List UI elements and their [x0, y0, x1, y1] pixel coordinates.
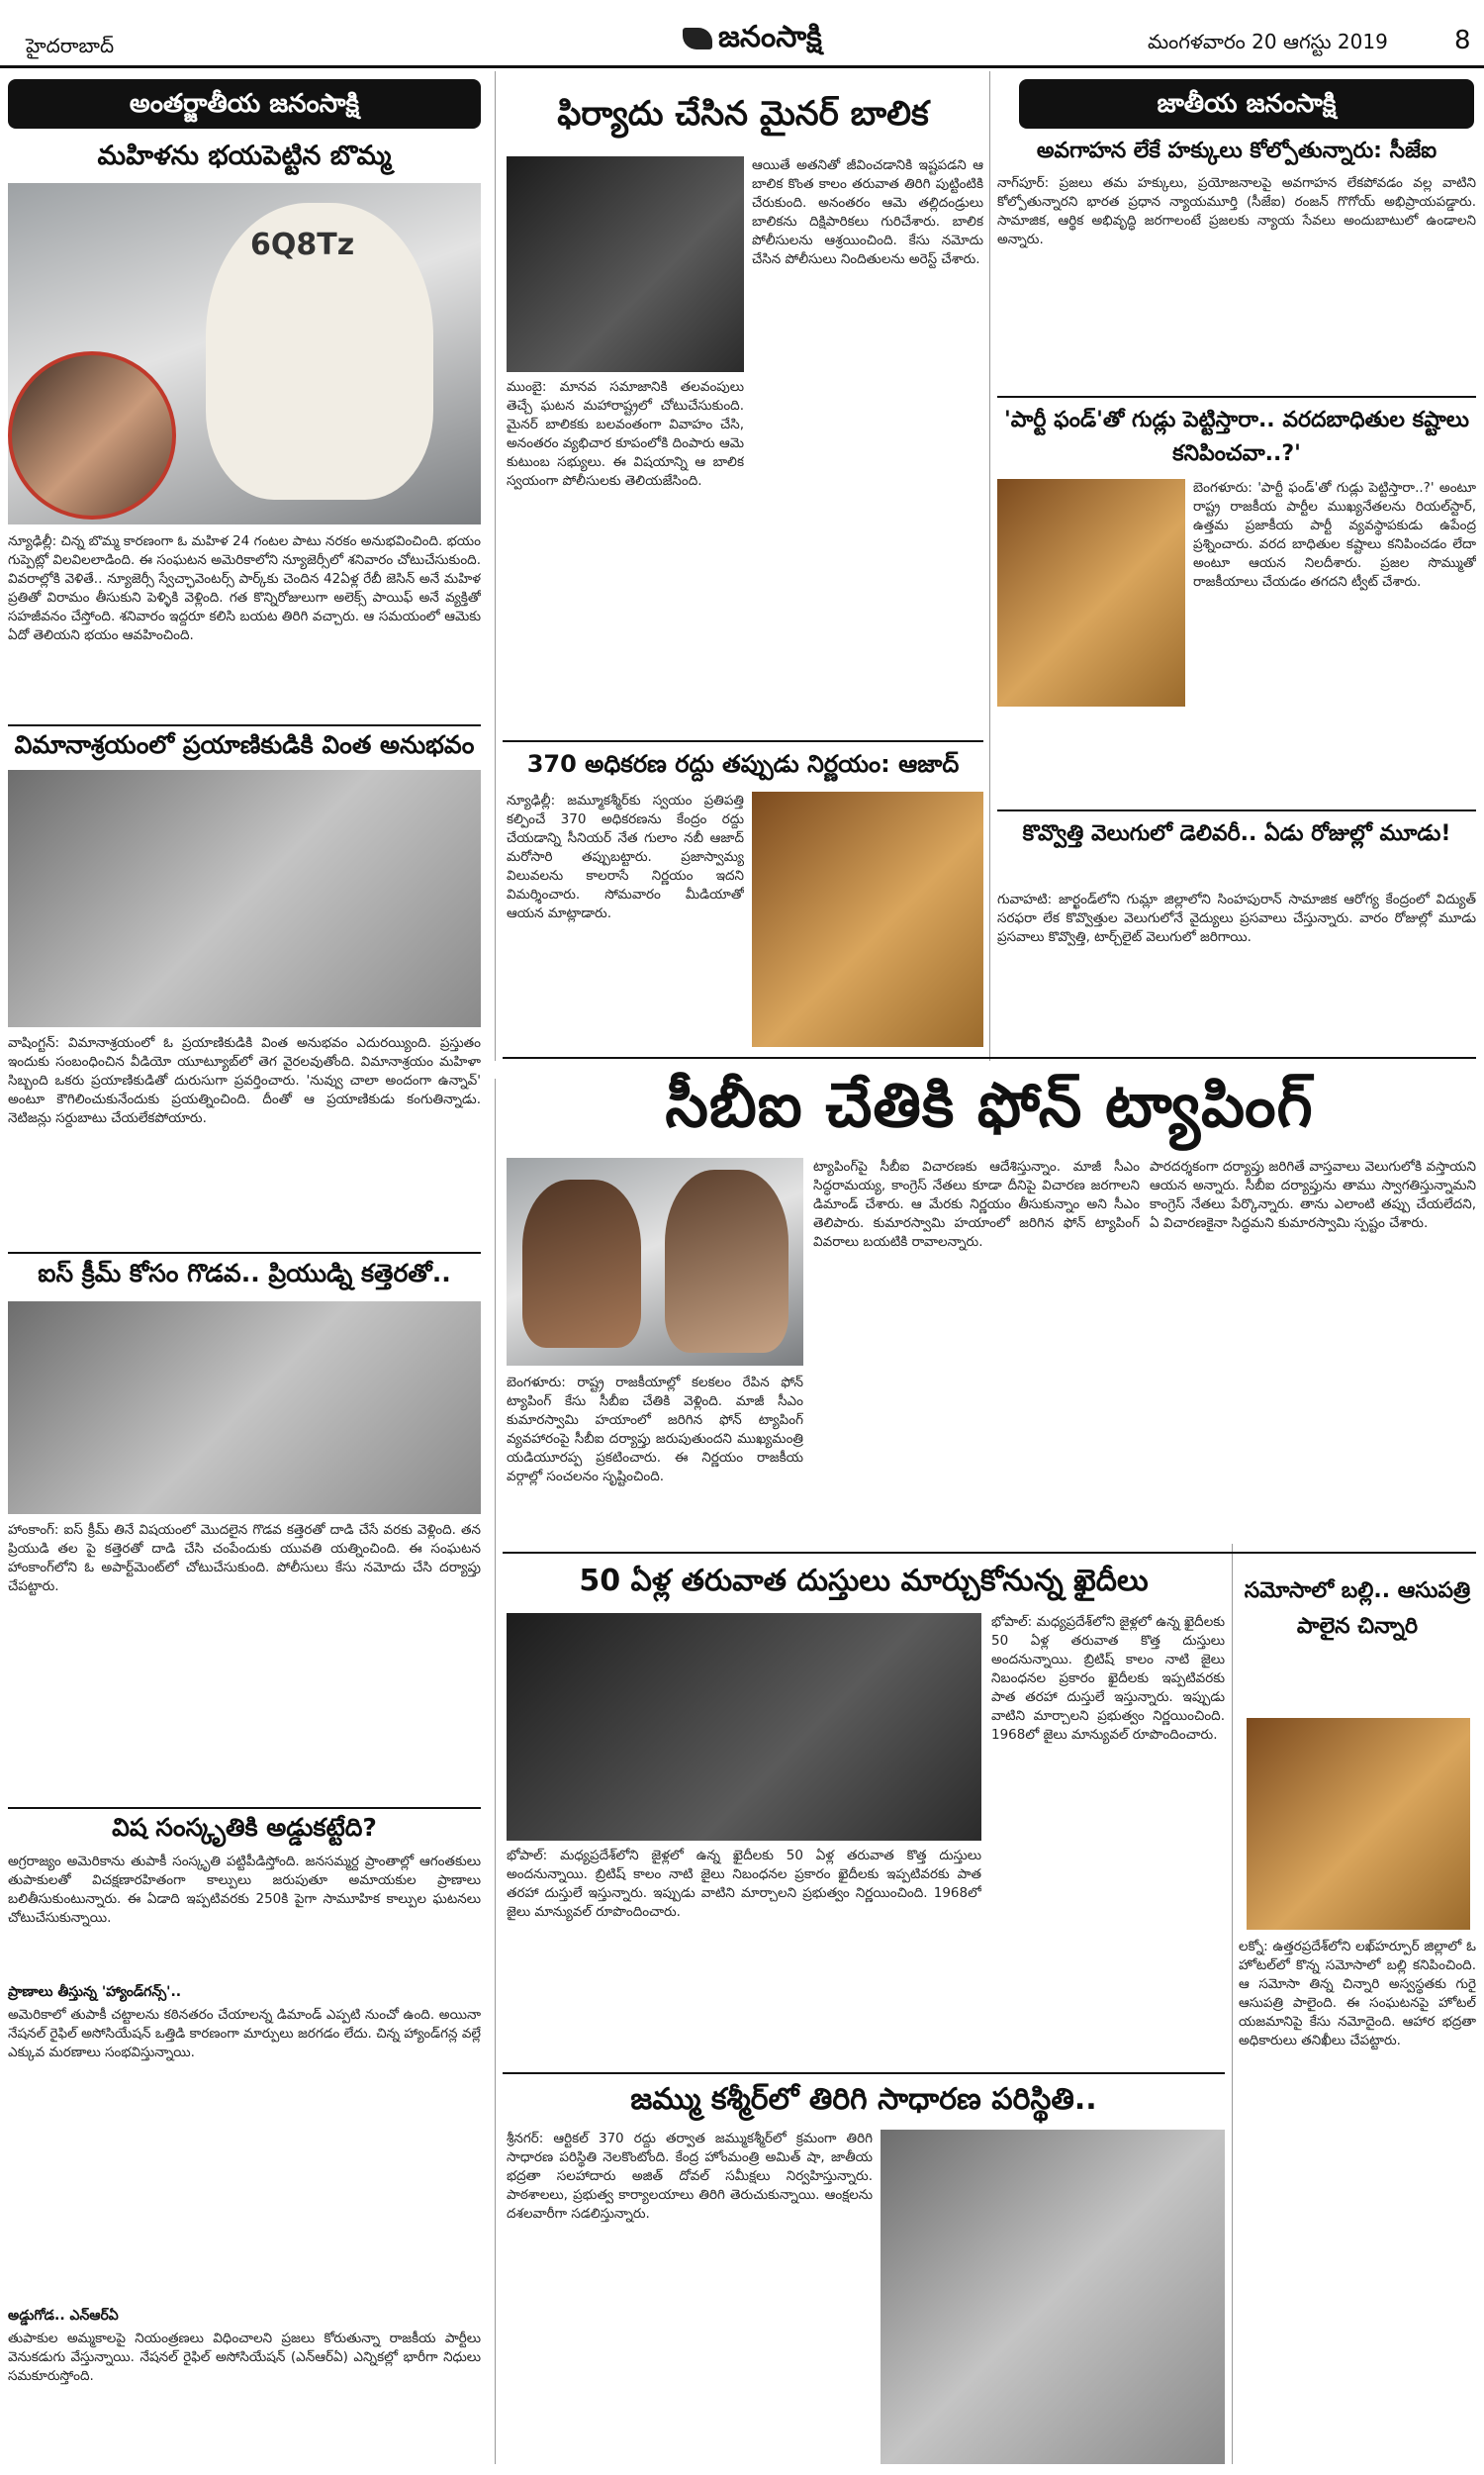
headline-kashmir: జమ్ము కశ్మీర్‌లో తిరిగి సాధారణ పరిస్థితి.. — [630, 2082, 1097, 2117]
story-divider — [503, 2072, 1225, 2074]
airport-photo — [8, 770, 481, 1027]
party-fund-story-body: బెంగళూరు: 'పార్టీ ఫండ్'తో గుడ్లు పెట్టిస్తారా..?' అంటూ రాష్ట్ర రాజకీయ పార్టీల ముఖ్యనేతలను రియల్‌స్టార్, ఉత్తమ ప్రజాకీయ పార్టీ వ్యవస్థాపకుడు ఉపేంద్ర ప్రశ్నించారు. వరద బాధితుల కష్టాలు కనిపించడం లేదా అంటూ ఆయన నిలదీశారు. ప్రజల సొమ్ముతో రాజకీయాలు చేయడం తగదని ట్వీట్ చేశారు. — [1193, 480, 1476, 590]
kashmir-story-body: శ్రీనగర్: ఆర్టికల్ 370 రద్దు తర్వాత జమ్ముకశ్మీర్‌లో క్రమంగా తిరిగి సాధారణ పరిస్థితి నెలకొంటోంది. కేంద్ర హోంమంత్రి అమిత్ షా, జాతీయ భద్రతా సలహాదారు అజిత్ దోవల్ సమీక్షలు నిర్వహిస్తున్నారు. పాఠశాలలు, ప్రభుత్వ కార్యాలయాలు తిరిగి తెరుచుకున్నాయి. ఆంక్షలను దశలవారీగా సడలిస్తున్నారు. — [507, 2131, 873, 2222]
gun-story-body: అగ్రరాజ్యం అమెరికాను తుపాకీ సంస్కృతి పట్టిపీడిస్తోంది. జనసమ్మర్ద ప్రాంతాల్లో ఆగంతకులు తుపాకులతో విచక్షణారహితంగా కాల్పులు జరుపుతూ అమాయకుల ప్రాణాలు బలితీసుకుంటున్నారు. ఈ ఏడాది ఇప్పటివరకు 250కి పైగా సామూహిక కాల్పుల ఘటనలు చోటుచేసుకున్నాయి. — [8, 1854, 481, 1926]
header-rule — [0, 65, 1484, 68]
lead-top-rule — [503, 1057, 1476, 1059]
leader-figure-2 — [665, 1170, 788, 1353]
masthead — [683, 20, 822, 61]
woman-portrait — [8, 351, 176, 520]
headline-cji: అవగాహన లేకే హక్కులు కోల్పోతున్నారు: సీజేఐ — [1036, 139, 1438, 163]
icecream-story-body: హాంకాంగ్: ఐస్ క్రీమ్ తినే విషయంలో మొదలైన గొడవ కత్తెరతో దాడి చేసే వరకు వెళ్లింది. తన ప్రియుడి తల పై కత్తెరతో దాడి చేసి చంపేందుకు యువతి యత్నించింది. ఈ సంఘటన హాంకాంగ్‌లోని ఓ అపార్ట్‌మెంట్‌లో చోటుచేసుకుంది. పోలీసులు కేసు నమోదు చేసి దర్యాప్తు చేపట్టారు. — [8, 1522, 481, 1594]
prisoners-story-body: భోపాల్: మధ్యప్రదేశ్‌లోని జైళ్లలో ఉన్న ఖైదీలకు 50 ఏళ్ల తరువాత కొత్త దుస్తులు అందనున్నాయి. బ్రిటిష్ కాలం నాటి జైలు నిబంధనల ప్రకారం ఖైదీలకు ఇప్పటివరకు పాత తరహా దుస్తులే ఇస్తున్నారు. ఇప్పుడు వాటిని మార్చాలని ప్రభుత్వం నిర్ణయించింది. 1968లో జైలు మాన్యువల్ రూపొందించారు. — [507, 1848, 981, 1920]
headline-doll: మహిళను భయపెట్టిన బొమ్మ — [97, 141, 392, 171]
upendra-photo — [997, 479, 1185, 707]
lead-headline: సీబీఐ చేతికి ఫోన్ ట్యాపింగ్ — [665, 1069, 1314, 1141]
gun-story-body-3: తుపాకుల అమ్మకాలపై నియంత్రణలు విధించాలని ప్రజలు కోరుతున్నా రాజకీయ పార్టీలు వెనుకడుగు వేస్తున్నాయి. నేషనల్ రైఫిల్ అసోసియేషన్ (ఎన్‌ఆర్‌ఏ) ఎన్నికల్లో భారీగా నిధులు సమకూరుస్తోంది. — [8, 2331, 481, 2384]
headline-prisoners: 50 ఏళ్ల తరువాత దుస్తులు మార్చుకోనున్న ఖైదీలు — [579, 1564, 1149, 1598]
headline-candle-delivery: కొవ్వొత్తి వెలుగులో డెలివరీ.. ఏడు రోజుల్లో మూడు! — [1022, 821, 1451, 846]
headline-minor-girl: ఫిర్యాదు చేసిన మైనర్ బాలిక — [557, 94, 929, 134]
airport-story-body: వాషింగ్టన్: విమానాశ్రయంలో ఓ ప్రయాణికుడికి వింత అనుభవం ఎదురయ్యింది. ప్రస్తుతం ఇందుకు సంబంధించిన వీడియో యూట్యూబ్‌లో తెగ వైరలవుతోంది. విమానాశ్రయం మహిళా సిబ్బంది ఒకరు ప్రయాణికుడితో దురుసుగా ప్రవర్తించారు. 'నువ్వు చాలా అందంగా ఉన్నావ్' అంటూ కౌగిలించుకునేందుకు ప్రయత్నించింది. దీంతో ఆ ప్రయాణికుడు కంగుతిన్నాడు. నెటిజన్లు సర్దుబాటు చేయలేకపోయారు. — [8, 1035, 481, 1126]
column-divider — [989, 71, 990, 1061]
prison-bars-photo — [507, 1613, 981, 1841]
lead-body-col3: పారదర్శకంగా దర్యాప్తు జరిగితే వాస్తవాలు వెలుగులోకి వస్తాయని ఆయన అన్నారు. సీబీఐ దర్యాప్తును తాము స్వాగతిస్తున్నామని కాంగ్రెస్ నేతలు పేర్కొన్నారు. తాను ఎలాంటి తప్పు చేయలేదని, ఏ విచారణకైనా సిద్ధమని కుమారస్వామి స్పష్టం చేశారు. — [1150, 1159, 1476, 1231]
section-banner-international: అంతర్జాతీయ జనంసాక్షి — [8, 79, 481, 129]
story-divider — [997, 809, 1476, 811]
gun-story-body-2: అమెరికాలో తుపాకీ చట్టాలను కఠినతరం చేయాలన్న డిమాండ్ ఎప్పటి నుంచో ఉంది. అయినా నేషనల్ రైఫిల్ అసోసియేషన్ ఒత్తిడి కారణంగా మార్పులు జరగడం లేదు. చిన్న హ్యాండ్‌గన్ల వల్లే ఎక్కువ మరణాలు సంభవిస్తున్నాయి. — [8, 2007, 481, 2060]
column-divider — [1232, 1544, 1233, 2464]
cji-story-body: నాగ్‌పూర్: ప్రజలు తమ హక్కులు, ప్రయోజనాలపై అవగాహన లేకపోవడం వల్ల వాటిని కోల్పోతున్నారని భారత ప్రధాన న్యాయమూర్తి (సీజేఐ) రంజన్ గొగోయ్ అభిప్రాయపడ్డారు. సామాజిక, ఆర్థిక అభివృద్ధి జరగాలంటే ప్రజలకు న్యాయ సేవలు అందుబాటులో ఉండాలని అన్నారు. — [997, 175, 1476, 247]
city-label: హైదరాబాద్ — [26, 34, 115, 57]
lead-body-col1: బెంగళూరు: రాష్ట్ర రాజకీయాల్లో కలకలం రేపిన ఫోన్ ట్యాపింగ్ కేసు సీబీఐ చేతికి వెళ్లింది. మాజీ సీఎం కుమారస్వామి హయాంలో జరిగిన ఫోన్ ట్యాపింగ్ వ్యవహారంపై సీబీఐ దర్యాప్తు జరుపుతుందని ముఖ్యమంత్రి యడియూరప్ప ప్రకటించారు. ఈ నిర్ణయం రాజకీయ వర్గాల్లో సంచలనం సృష్టించింది. — [507, 1375, 803, 1484]
kashmir-street-photo — [881, 2130, 1225, 2464]
page-number: 8 — [1454, 26, 1471, 55]
headline-azad: 370 అధికరణ రద్దు తప్పుడు నిర్ణయం: ఆజాద్ — [526, 750, 960, 778]
column-divider — [495, 71, 496, 1061]
story-divider — [503, 1552, 1476, 1554]
masthead-logo-icon — [683, 28, 712, 49]
samosa-story-body: లక్నో: ఉత్తరప్రదేశ్‌లోని లఖ్‌హర్పూర్ జిల్లాలో ఓ హోటల్‌లో కొన్న సమోసాలో బల్లి కనిపించింది. ఆ సమోసా తిన్న చిన్నారి అస్వస్థతకు గురై ఆసుపత్రి పాలైంది. ఈ సంఘటనపై హోటల్ యజమానిపై కేసు నమోదైంది. ఆహార భద్రతా అధికారులు తనిఖీలు చేపట్టారు. — [1239, 1939, 1476, 2048]
minor-story-body-a: ముంబై: మానవ సమాజానికి తలవంపులు తెచ్చే ఘటన మహారాష్ట్రలో చోటుచేసుకుంది. మైనర్ బాలికకు బలవంతంగా వివాహం చేసి, అనంతరం వ్యభిచార కూపంలోకి దింపారు ఆమె కుటుంబ సభ్యులు. ఈ విషయాన్ని ఆ బాలిక స్వయంగా పోలీసులకు తెలియజేసింది. — [507, 379, 744, 489]
masthead-title: జనంసాక్షి — [718, 20, 822, 54]
kumaraswamy-yediyurappa-photo — [507, 1158, 803, 1366]
lead-body-col2: ట్యాపింగ్‌పై సీబీఐ విచారణకు ఆదేశిస్తున్నాం. మాజీ సీఎం సిద్ధరామయ్య, కాంగ్రెస్ నేతలు కూడా దీనిపై విచారణ జరగాలని డిమాండ్ చేశారు. ఆ మేరకు నిర్ణయం తీసుకున్నాం అని సీఎం తెలిపారు. కుమారస్వామి హయాంలో జరిగిన ఫోన్ ట్యాపింగ్ వివరాలు బయటికి రావాలన్నారు. — [813, 1159, 1140, 1250]
icecream-photo — [8, 1301, 481, 1514]
candle-story-body: గువాహటి: జార్ఖండ్‌లోని గుమ్లా జిల్లాలోని సింహపురాన్ సామాజిక ఆరోగ్య కేంద్రంలో విద్యుత్ సరఫరా లేక కొవ్వొత్తుల వెలుగులోనే వైద్యులు ప్రసవాలు చేస్తున్నారు. వారం రోజుల్లో మూడు ప్రసవాలు కొవ్వొత్తి, టార్చ్‌లైట్ వెలుగులో జరిగాయి. — [997, 892, 1476, 945]
story-divider — [8, 724, 481, 726]
distressed-girl-photo — [507, 156, 744, 372]
story-divider — [503, 740, 983, 742]
doll-story-body: న్యూఢిల్లీ: చిన్న బొమ్మ కారణంగా ఓ మహిళ 24 గంటల పాటు నరకం అనుభవించింది. భయం గుప్పెట్లో విలవిలలాడింది. ఈ సంఘటన అమెరికాలోని న్యూజెర్సీలో శనివారం చోటుచేసుకుంది. వివరాల్లోకి వెళితే.. న్యూజెర్సీ స్వేచ్ఛావెంటర్స్ పార్క్‌కు చెందిన 42ఏళ్ల రేబీ జెసిన్ అనే మహిళ ప్రతితో విరామం తీసుకుని పెళ్ళికి వెళ్లింది. గత కొన్నిరోజులుగా అలెక్స్ పాయిఫ్ అనే వ్యక్తితో సహజీవనం చేస్తోంది. శనివారం ఇద్దరూ కలిసి బయట తిరిగి వచ్చారు. ఆ సమయంలో ఆమెకు ఏదో తెలియని భయం ఆవహించింది. — [8, 533, 481, 643]
prisoners-story-body-cont: భోపాల్: మధ్యప్రదేశ్‌లోని జైళ్లలో ఉన్న ఖైదీలకు 50 ఏళ్ల తరువాత కొత్త దుస్తులు అందనున్నాయి. బ్రిటిష్ కాలం నాటి జైలు నిబంధనల ప్రకారం ఖైదీలకు ఇప్పటివరకు పాత తరహా దుస్తులే ఇస్తున్నారు. ఇప్పుడు వాటిని మార్చాలని ప్రభుత్వం నిర్ణయించింది. 1968లో జైలు మాన్యువల్ రూపొందించారు. — [991, 1614, 1225, 1743]
gun-subhead-nra: అడ్డుగోడ.. ఎన్‌ఆర్‌ఏ — [8, 2308, 119, 2324]
issue-date: మంగళవారం 20 ఆగస్టు 2019 — [1148, 30, 1388, 53]
doll-forehead-text: 6Q8Tz — [250, 228, 355, 262]
section-banner-national: జాతీయ జనంసాక్షి — [1019, 79, 1474, 129]
headline-samosa: సమోసాలో బల్లి.. ఆసుపత్రి పాలైన చిన్నారి — [1244, 1578, 1471, 1639]
story-divider — [997, 396, 1476, 398]
doll-photo — [8, 183, 481, 524]
story-divider — [8, 1807, 481, 1809]
story-divider — [8, 1252, 481, 1254]
gun-subhead-handguns: ప్రాణాలు తీస్తున్న 'హ్యాండ్‌గన్స్'.. — [8, 1984, 182, 2000]
minor-story-body-b: ఆయితే అతనితో జీవించడానికి ఇష్టపడని ఆ బాలిక కొంత కాలం తరువాత తిరిగి పుట్టింటికి చేరుకుంది. అనంతరం ఆమె తల్లిదండ్రులు బాలికను దిక్షిపారికలు గురిచేశారు. బాలిక పోలీసులను ఆశ్రయించింది. కేసు నమోదు చేసిన పోలీసులు నిందితులను అరెస్ట్ చేశారు. — [752, 157, 983, 267]
headline-gun-culture: విష సంస్కృతికి అడ్డుకట్టేది? — [112, 1813, 377, 1842]
leader-figure-1 — [522, 1180, 641, 1348]
azad-story-body: న్యూఢిల్లీ: జమ్మూకశ్మీర్‌కు స్వయం ప్రతిపత్తి కల్పించే 370 అధికరణను కేంద్రం రద్దు చేయడాన్ని సీనియర్ నేత గులాం నబీ ఆజాద్ మరోసారి తప్పుబట్టారు. ప్రజాస్వామ్య విలువలను కాలరాసే నిర్ణయం ఇదని విమర్శించారు. సోమవారం మీడియాతో ఆయన మాట్లాడారు. — [507, 793, 744, 921]
headline-icecream: ఐస్ క్రీమ్ కోసం గొడవ.. ప్రియుడ్ని కత్తెరతో.. — [38, 1259, 451, 1287]
column-divider — [495, 1079, 496, 2464]
azad-photo — [752, 792, 983, 1047]
samosa-photo — [1247, 1718, 1470, 1930]
headline-airport: విమానాశ్రయంలో ప్రయాణికుడికి వింత అనుభవం — [14, 730, 475, 759]
headline-party-fund: 'పార్టీ ఫండ్'తో గుడ్లు పెట్టిస్తారా.. వరదబాధితుల కష్టాలు కనిపించవా..?' — [1003, 408, 1470, 466]
